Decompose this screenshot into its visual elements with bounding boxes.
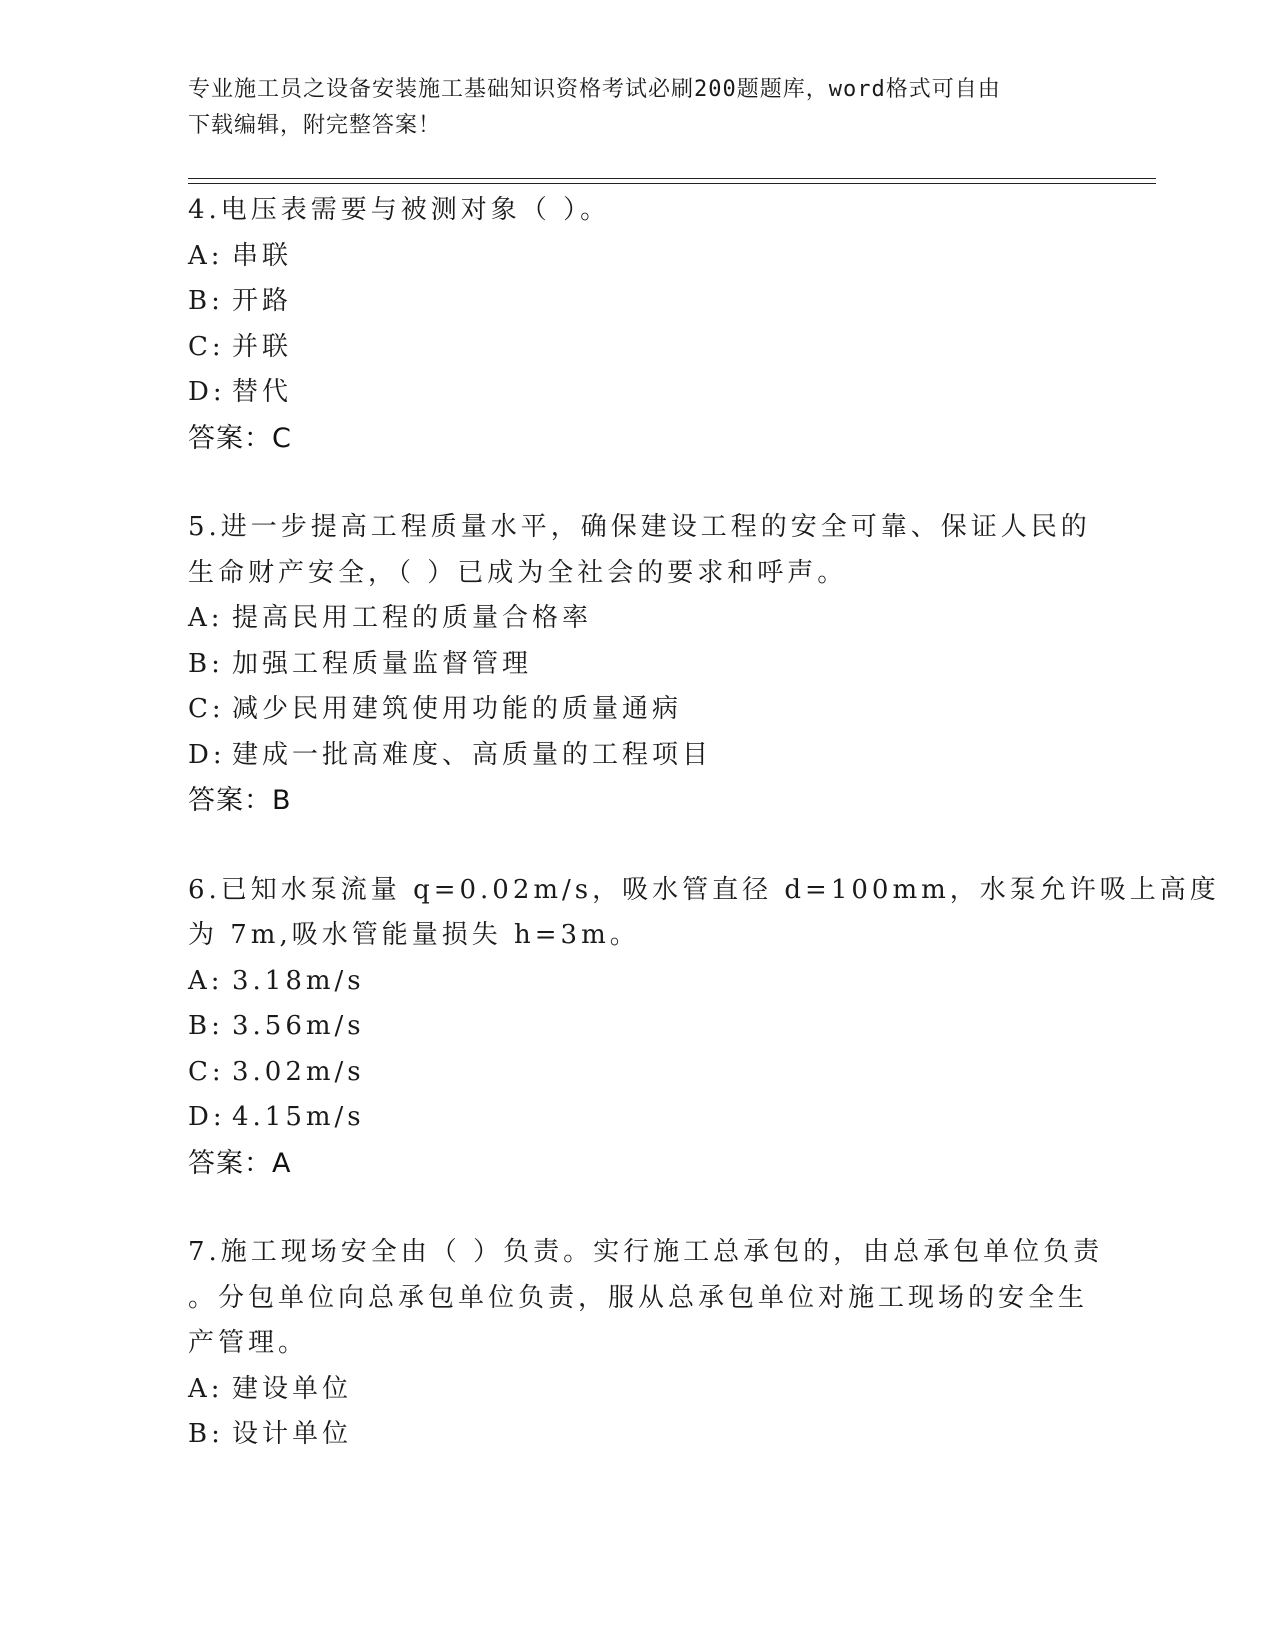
question-stem <box>188 1230 1104 1367</box>
option-letter: D: <box>188 1102 226 1132</box>
option-letter: B: <box>188 648 224 679</box>
option-b <box>188 642 1078 688</box>
option-d <box>188 1095 1078 1141</box>
option-text: 3.18m/s <box>232 965 365 996</box>
stem-line: 产管理。 <box>188 1328 309 1358</box>
answer-line: 答案：B <box>188 785 292 816</box>
option-text: 并联 <box>232 331 293 362</box>
option-letter: D: <box>188 377 226 407</box>
header-line-1: 专业施工员之设备安装施工基础知识资格考试必刷200题题库，word格式可自由 <box>188 77 1001 102</box>
option-a <box>188 234 1078 280</box>
option-letter: A: <box>188 240 224 271</box>
question-4 <box>188 188 1078 461</box>
question-stem <box>188 188 1078 234</box>
header-divider-top <box>188 178 1156 179</box>
answer-line: 答案：C <box>188 422 292 454</box>
stem-line: 。分包单位向总承包单位负责，服从总承包单位对施工现场的安全生 <box>188 1282 1089 1313</box>
stem-line: 生命财产安全，（ ）已成为全社会的要求和呼声。 <box>188 557 848 588</box>
stem-line: 6.已知水泵流量 q=0.02m/s，吸水管直径 d=100mm，水泵允许吸上高度 <box>188 874 1220 905</box>
option-text: 提高民用工程的质量合格率 <box>232 603 593 633</box>
option-d <box>188 370 1078 416</box>
document-header <box>188 72 1088 144</box>
stem-line: 4.电压表需要与被测对象（ ）。 <box>188 195 611 225</box>
option-letter: D: <box>188 739 226 770</box>
answer-line: 答案：A <box>188 1147 292 1179</box>
stem-line: 为 7m,吸水管能量损失 h=3m。 <box>188 920 640 950</box>
option-text: 设计单位 <box>232 1419 353 1449</box>
option-d <box>188 733 1078 779</box>
option-c <box>188 1050 1078 1096</box>
question-6 <box>188 868 1220 1187</box>
option-b <box>188 1004 1078 1050</box>
option-letter: A: <box>188 1373 224 1404</box>
option-a <box>188 1367 1078 1413</box>
option-text: 4.15m/s <box>232 1102 365 1132</box>
header-divider-bottom <box>188 183 1156 184</box>
option-letter: B: <box>188 1011 224 1041</box>
question-7 <box>188 1230 1104 1458</box>
option-b <box>188 279 1078 325</box>
option-text: 3.56m/s <box>232 1011 365 1041</box>
header-line-2: 下载编辑，附完整答案！ <box>188 113 442 138</box>
option-letter: B: <box>188 286 224 316</box>
question-stem <box>188 868 1220 959</box>
option-c <box>188 325 1078 371</box>
option-text: 加强工程质量监督管理 <box>232 648 533 679</box>
option-letter: C: <box>188 331 225 362</box>
option-letter: A: <box>188 603 224 633</box>
option-text: 建成一批高难度、高质量的工程项目 <box>232 739 713 770</box>
option-text: 替代 <box>232 377 293 407</box>
option-c <box>188 687 1078 733</box>
option-text: 串联 <box>232 240 293 271</box>
question-5 <box>188 505 1091 824</box>
question-list <box>188 188 1220 1458</box>
stem-line: 7.施工现场安全由（ ）负责。实行施工总承包的，由总承包单位负责 <box>188 1237 1104 1267</box>
question-stem <box>188 505 1091 596</box>
option-text: 开路 <box>232 286 293 316</box>
option-a <box>188 959 1078 1005</box>
stem-line: 5.进一步提高工程质量水平，确保建设工程的安全可靠、保证人民的 <box>188 512 1091 542</box>
option-text: 减少民用建筑使用功能的质量通病 <box>232 694 683 724</box>
option-letter: A: <box>188 965 224 996</box>
option-letter: C: <box>188 1056 225 1087</box>
option-letter: B: <box>188 1419 224 1449</box>
option-letter: C: <box>188 694 225 724</box>
option-a <box>188 596 1078 642</box>
option-text: 3.02m/s <box>232 1056 365 1087</box>
option-b <box>188 1412 1078 1458</box>
option-text: 建设单位 <box>232 1373 353 1404</box>
